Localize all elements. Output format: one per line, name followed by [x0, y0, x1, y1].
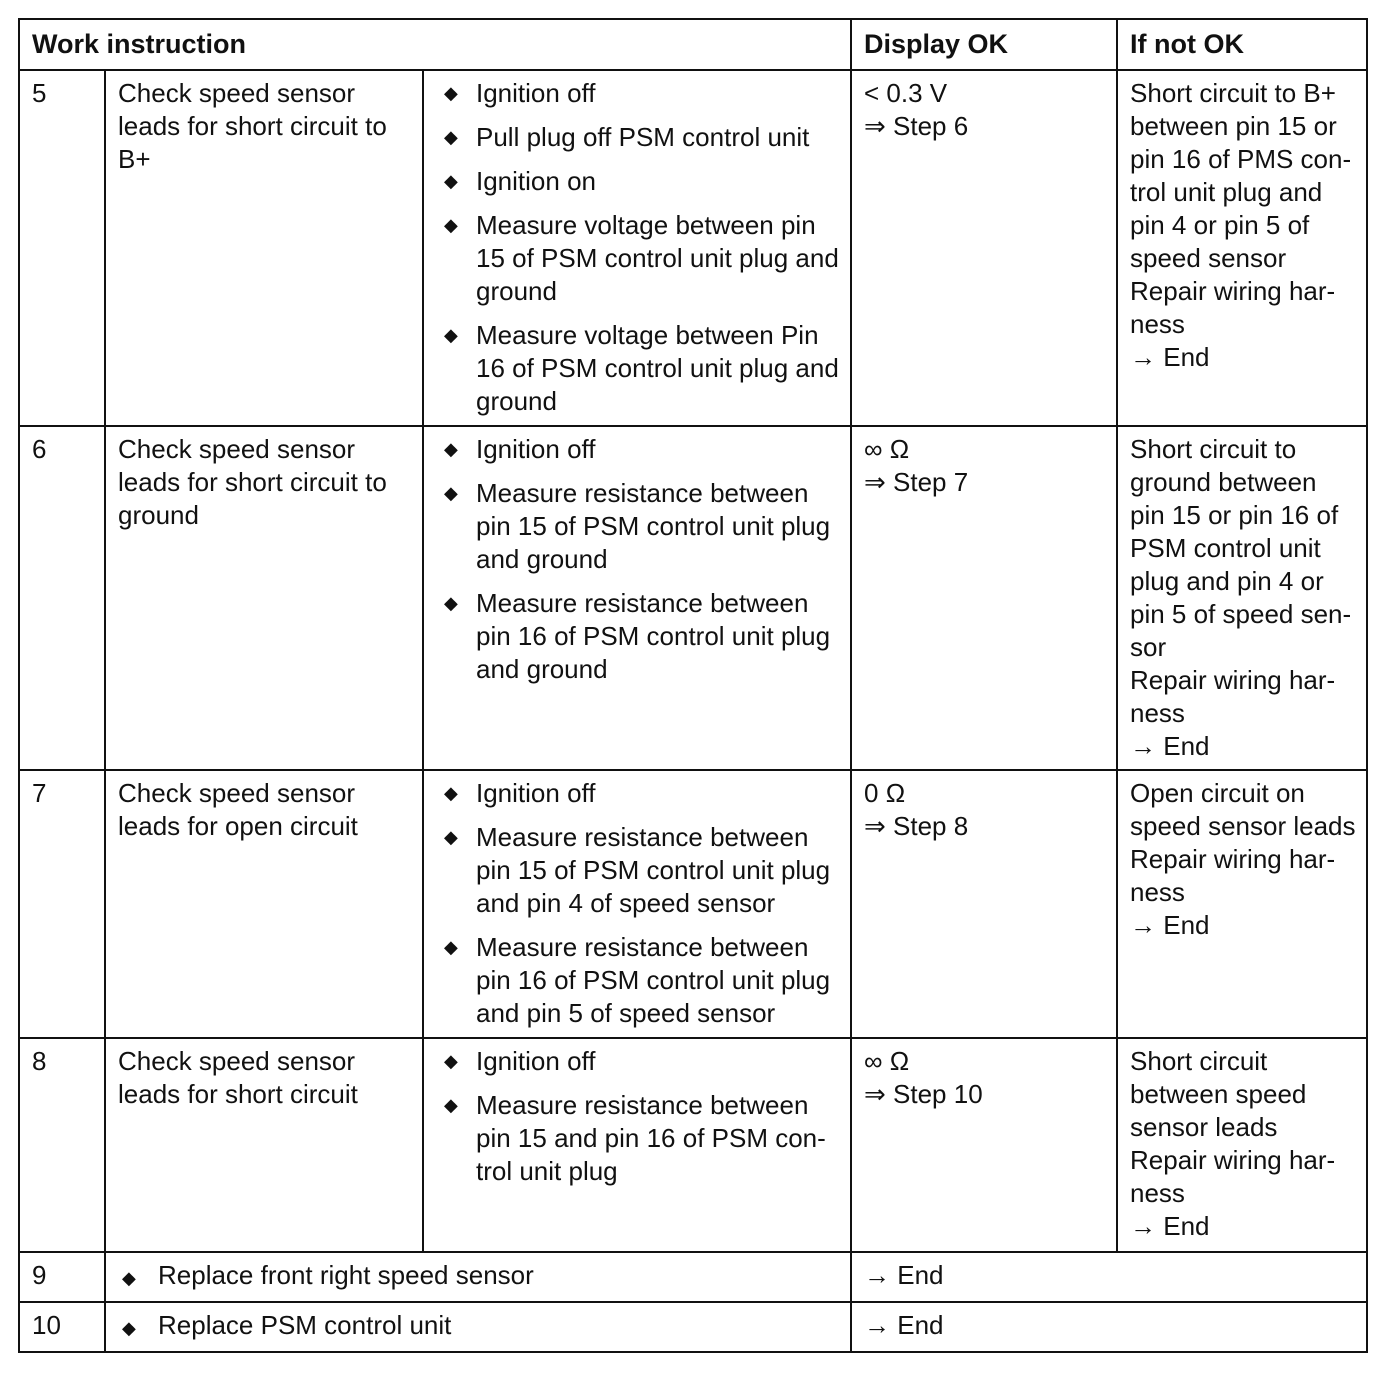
display-ok-value: ∞ Ω ⇒ Step 10 [851, 1038, 1117, 1252]
instruction-list-cell [423, 426, 851, 770]
instruction-text: Measure resistance between pin 15 of PSM control unit plug and ground [476, 478, 831, 574]
instruction-cell [105, 1252, 851, 1302]
list-item [436, 1089, 840, 1188]
instruction-text: Measure resistance between pin 15 and pin 16 of PSM con-trol unit plug [476, 1090, 826, 1186]
step-number: 9 [19, 1252, 105, 1302]
step-number: 5 [19, 70, 105, 426]
bullet-icon: ◆ [444, 827, 458, 847]
instruction-cell [105, 1302, 851, 1352]
table-row [19, 70, 1367, 426]
result-cell: → End [851, 1302, 1367, 1352]
check-description: Check speed sensor leads for short circuit to B+ [105, 70, 423, 426]
instruction-list-cell [423, 770, 851, 1038]
bullet-icon: ◆ [122, 1268, 136, 1288]
table-row [19, 1252, 1367, 1302]
instruction-text: Measure voltage between pin 15 of PSM control unit plug and ground [476, 210, 839, 306]
result-cell: → End [851, 1252, 1367, 1302]
if-not-ok-action: Short circuit to ground between pin 15 or pin 16 of PSM control unit plug and pin 4 or pin 5 of speed sen-sor Repair wiring har-ness → End [1117, 426, 1367, 770]
list-item [436, 587, 840, 686]
instruction-list [436, 433, 840, 686]
list-item [436, 319, 840, 418]
step-number: 7 [19, 770, 105, 1038]
list-item [436, 209, 840, 308]
instruction-list [436, 1045, 840, 1188]
instruction-text: Pull plug off PSM control unit [476, 122, 810, 152]
bullet-icon: ◆ [444, 215, 458, 235]
if-not-ok-action: Short circuit between speed sensor leads Repair wiring har-ness → End [1117, 1038, 1367, 1252]
instruction-text: Measure resistance between pin 16 of PSM control unit plug and ground [476, 588, 831, 684]
instruction-list-cell [423, 70, 851, 426]
bullet-icon: ◆ [444, 783, 458, 803]
instruction-text: Ignition off [476, 434, 596, 464]
step-number: 10 [19, 1302, 105, 1352]
table-row [19, 1302, 1367, 1352]
bullet-icon: ◆ [444, 483, 458, 503]
bullet-icon: ◆ [444, 325, 458, 345]
instruction-text: Ignition off [476, 778, 596, 808]
instruction-text: Measure resistance between pin 15 of PSM control unit plug and pin 4 of speed sensor [476, 822, 831, 918]
table-row [19, 426, 1367, 770]
bullet-icon: ◆ [444, 171, 458, 191]
instruction-text: Ignition on [476, 166, 596, 196]
table-row [19, 770, 1367, 1038]
table-row [19, 1038, 1367, 1252]
list-item [436, 821, 840, 920]
bullet-icon: ◆ [444, 937, 458, 957]
instruction-text: Ignition off [476, 78, 596, 108]
header-row [19, 19, 1367, 70]
instruction-text: Measure voltage between Pin 16 of PSM control unit plug and ground [476, 320, 839, 416]
header-display-ok: Display OK [851, 19, 1117, 70]
bullet-icon: ◆ [122, 1318, 136, 1338]
display-ok-value: 0 Ω ⇒ Step 8 [851, 770, 1117, 1038]
list-item [436, 777, 840, 810]
bullet-icon: ◆ [444, 127, 458, 147]
list-item [436, 433, 840, 466]
work-instruction-table [18, 18, 1368, 1353]
list-item [436, 1045, 840, 1078]
bullet-icon: ◆ [444, 1095, 458, 1115]
if-not-ok-action: Short circuit to B+ between pin 15 or pin 16 of PMS con-trol unit plug and pin 4 or pin 5 of speed sensor Repair wiring har-ness → End [1117, 70, 1367, 426]
header-if-not-ok: If not OK [1117, 19, 1367, 70]
check-description: Check speed sensor leads for short circuit to ground [105, 426, 423, 770]
list-item [436, 477, 840, 576]
bullet-icon: ◆ [444, 593, 458, 613]
instruction-list [436, 77, 840, 418]
instruction-text: Replace PSM control unit [158, 1310, 452, 1340]
list-item [436, 121, 840, 154]
bullet-icon: ◆ [444, 1051, 458, 1071]
instruction-list-cell [423, 1038, 851, 1252]
bullet-icon: ◆ [444, 439, 458, 459]
display-ok-value: < 0.3 V ⇒ Step 6 [851, 70, 1117, 426]
instruction-text: Ignition off [476, 1046, 596, 1076]
if-not-ok-action: Open circuit on speed sensor leads Repair wiring har-ness → End [1117, 770, 1367, 1038]
step-number: 8 [19, 1038, 105, 1252]
header-work-instruction: Work instruction [19, 19, 851, 70]
check-description: Check speed sensor leads for open circuit [105, 770, 423, 1038]
list-item [436, 165, 840, 198]
step-number: 6 [19, 426, 105, 770]
instruction-text: Measure resistance between pin 16 of PSM control unit plug and pin 5 of speed sensor [476, 932, 831, 1028]
instruction-text: Replace front right speed sensor [158, 1260, 534, 1290]
list-item [436, 931, 840, 1030]
instruction-list [436, 777, 840, 1030]
list-item [436, 77, 840, 110]
display-ok-value: ∞ Ω ⇒ Step 7 [851, 426, 1117, 770]
check-description: Check speed sensor leads for short circuit [105, 1038, 423, 1252]
bullet-icon: ◆ [444, 83, 458, 103]
